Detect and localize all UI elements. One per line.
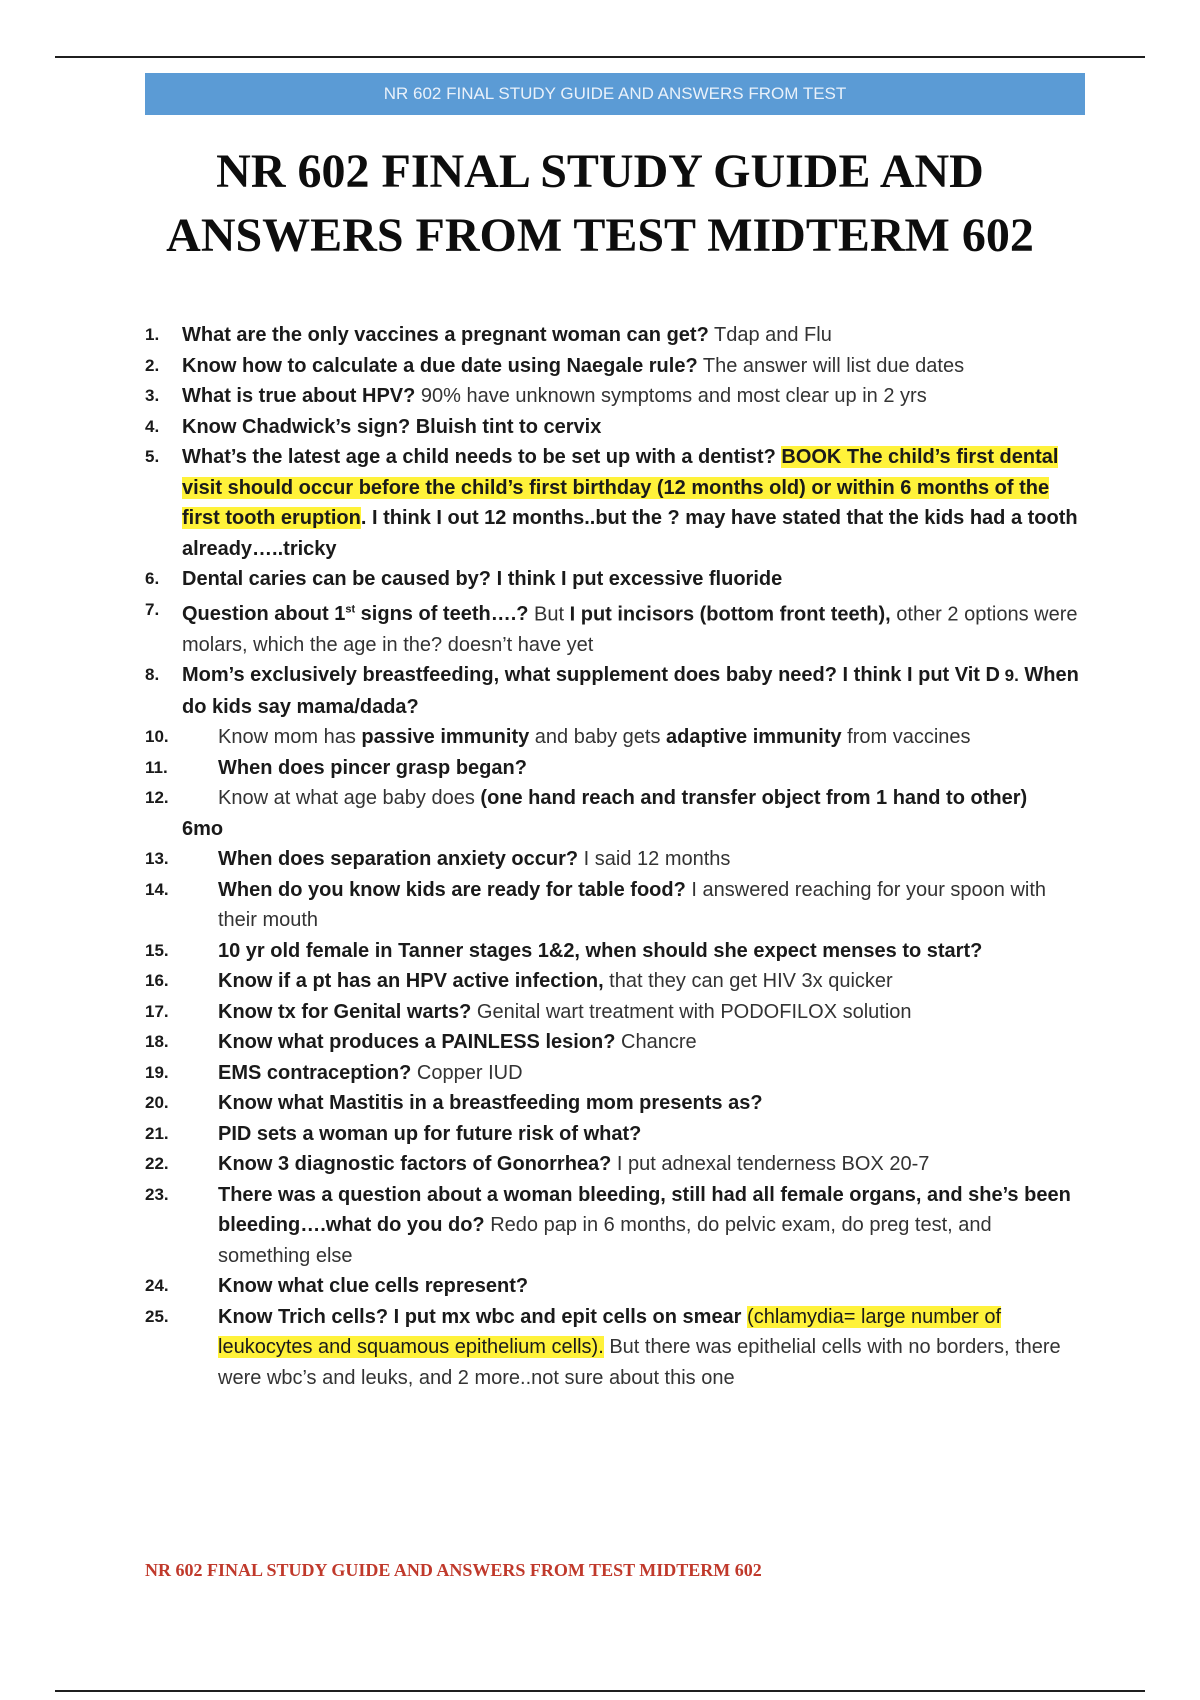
question-item bbox=[145, 1119, 1085, 1150]
question-item bbox=[145, 936, 1085, 967]
question-item bbox=[145, 783, 1085, 814]
question-item bbox=[145, 1180, 1085, 1272]
question-text: Know how to calculate a due date using Naegale rule? bbox=[182, 354, 698, 377]
answer-bold: (one hand reach and transfer object from 1 hand to other) bbox=[480, 787, 1028, 810]
answer-text: 90% have unknown symptoms and most clear up in 2 yrs bbox=[415, 385, 927, 407]
question-number: 14. bbox=[145, 879, 169, 899]
question-text: EMS contraception? bbox=[218, 1061, 412, 1084]
question-item bbox=[145, 1027, 1085, 1058]
question-number: 4. bbox=[145, 416, 160, 436]
question-text: When do you know kids are ready for table food? bbox=[218, 878, 686, 901]
question-item bbox=[145, 1271, 1085, 1302]
question-item bbox=[145, 1058, 1085, 1089]
document-title bbox=[100, 140, 1100, 268]
question-text: Know Trich cells? I put mx wbc and epit cells on smear bbox=[218, 1305, 748, 1328]
question-item bbox=[145, 1088, 1085, 1119]
answer-text: Genital wart treatment with PODOFILOX solution bbox=[471, 1000, 912, 1023]
answer-text: and baby gets bbox=[529, 726, 667, 749]
question-item bbox=[145, 1149, 1085, 1180]
question-number: 12. bbox=[145, 788, 169, 808]
question-text: There was a question about a woman bleeding, still had all female organs, and she’s been bleeding….what do you do? bbox=[218, 1183, 1071, 1237]
question-number: 23. bbox=[145, 1184, 169, 1204]
question-text: When does pincer grasp began? bbox=[218, 756, 527, 779]
question-text: What is true about HPV? bbox=[182, 385, 416, 407]
question-item bbox=[145, 412, 1085, 443]
answer-text: from vaccines bbox=[841, 726, 971, 749]
answer-text: other 2 options were molars, which the age in the? doesn’t have yet bbox=[182, 603, 1078, 656]
question-number: 17. bbox=[145, 1001, 169, 1021]
question-number: 25. bbox=[145, 1306, 169, 1326]
question-number: 15. bbox=[145, 940, 169, 960]
answer-text: that they can get HIV 3x quicker bbox=[603, 970, 893, 993]
question-number: 21. bbox=[145, 1123, 169, 1143]
question-item bbox=[145, 997, 1085, 1028]
question-text: What are the only vaccines a pregnant woman can get? bbox=[182, 324, 709, 346]
highlighted-answer: BOOK The child’s first dental visit should occur before the child’s first birthday (12 months old) or within 6 months of the first tooth eruption bbox=[182, 446, 1059, 529]
answer-text: But bbox=[528, 603, 570, 626]
question-number: 22. bbox=[145, 1154, 169, 1174]
question-number: 5. bbox=[145, 447, 160, 466]
answer-text: Know mom has bbox=[218, 726, 362, 749]
answer-text: Chancre bbox=[615, 1031, 697, 1054]
question-text: Know tx for Genital warts? bbox=[218, 1000, 472, 1023]
question-number: 1. bbox=[145, 325, 160, 344]
question-text: What’s the latest age a child needs to be set up with a dentist? bbox=[182, 446, 776, 468]
question-text-part: signs of teeth….? bbox=[355, 603, 529, 626]
question-number: 19. bbox=[145, 1062, 169, 1082]
question-text: Dental caries can be caused by? I think I put excessive fluoride bbox=[182, 568, 783, 590]
question-text: Know what Mastitis in a breastfeeding mom presents as? bbox=[218, 1092, 763, 1115]
answer-note: . I think I out 12 months..but the ? may have stated that the kids had a tooth already…..tricky bbox=[182, 507, 1078, 560]
question-text bbox=[182, 603, 528, 625]
question-number: 11. bbox=[145, 757, 168, 777]
header-band: NR 602 FINAL STUDY GUIDE AND ANSWERS FROM TEST bbox=[145, 73, 1085, 115]
question-text: When does separation anxiety occur? bbox=[218, 848, 579, 871]
question-item bbox=[145, 595, 1085, 661]
answer-text: I put adnexal tenderness BOX 20-7 bbox=[611, 1153, 930, 1176]
question-text-part: Question about 1 bbox=[182, 603, 346, 626]
question-number: 10. bbox=[145, 727, 169, 747]
question-number: 16. bbox=[145, 971, 169, 991]
question-text: Know what produces a PAINLESS lesion? bbox=[218, 1031, 616, 1054]
ordinal-superscript: st bbox=[345, 603, 356, 616]
question-number: 18. bbox=[145, 1032, 169, 1052]
bottom-rule bbox=[55, 1690, 1145, 1692]
question-text: 10 yr old female in Tanner stages 1&2, when should she expect menses to start? bbox=[218, 939, 983, 962]
question-item bbox=[145, 320, 1085, 351]
inline-question-number: 9. bbox=[999, 666, 1019, 686]
question-text: Know what clue cells represent? bbox=[218, 1275, 529, 1298]
answer-text: I said 12 months bbox=[578, 848, 731, 871]
question-item bbox=[145, 660, 1085, 722]
highlighted-answer: (chlamydia= large number of leukocytes and squamous epithelium cells). bbox=[218, 1305, 1002, 1359]
question-text: Know 3 diagnostic factors of Gonorrhea? bbox=[218, 1153, 612, 1176]
answer-text: But there was epithelial cells with no borders, there were wbc’s and leuks, and 2 more..not sure about this one bbox=[218, 1336, 1061, 1389]
question-text: When do kids say mama/dada? bbox=[182, 664, 1079, 718]
question-item bbox=[145, 875, 1085, 936]
answer-text: Copper IUD bbox=[411, 1061, 523, 1084]
question-item bbox=[145, 1302, 1085, 1394]
question-number: 3. bbox=[145, 386, 160, 405]
answer-text: Tdap and Flu bbox=[708, 324, 832, 346]
answer-text: Redo pap in 6 months, do pelvic exam, do preg test, and something else bbox=[218, 1214, 992, 1267]
question-item bbox=[145, 722, 1085, 753]
question-item bbox=[145, 351, 1085, 382]
question-number: 20. bbox=[145, 1093, 169, 1113]
question-item bbox=[145, 753, 1085, 784]
top-rule bbox=[55, 56, 1145, 58]
question-number: 24. bbox=[145, 1276, 169, 1296]
answer-bold: I put incisors (bottom front teeth), bbox=[569, 603, 891, 626]
question-number: 6. bbox=[145, 569, 160, 588]
question-number: 8. bbox=[145, 665, 160, 685]
standalone-answer: 6mo bbox=[182, 817, 224, 840]
question-item bbox=[145, 564, 1085, 595]
question-number: 13. bbox=[145, 849, 169, 869]
answer-text: I answered reaching for your spoon with their mouth bbox=[218, 878, 1047, 932]
answer-bold: adaptive immunity bbox=[666, 726, 842, 749]
answer-text: The answer will list due dates bbox=[697, 354, 965, 377]
question-number: 7. bbox=[145, 599, 160, 619]
question-item bbox=[145, 844, 1085, 875]
title-line-2: ANSWERS FROM TEST MIDTERM 602 bbox=[166, 209, 1034, 262]
footer-title: NR 602 FINAL STUDY GUIDE AND ANSWERS FROM TEST MIDTERM 602 bbox=[145, 1560, 762, 1580]
answer-text: Know at what age baby does bbox=[218, 787, 481, 810]
question-list bbox=[145, 320, 1085, 1393]
question-item bbox=[145, 381, 1085, 412]
question-text: Know Chadwick’s sign? Bluish tint to cervix bbox=[182, 415, 602, 438]
title-line-1: NR 602 FINAL STUDY GUIDE AND bbox=[216, 145, 984, 198]
question-item bbox=[145, 442, 1085, 564]
question-number: 2. bbox=[145, 355, 160, 375]
question-text: Mom’s exclusively breastfeeding, what supplement does baby need? I think I put Vit D bbox=[182, 664, 1000, 687]
answer-bold: passive immunity bbox=[361, 726, 530, 749]
question-text: PID sets a woman up for future risk of what? bbox=[218, 1122, 642, 1145]
question-text: Know if a pt has an HPV active infection, bbox=[218, 970, 604, 993]
question-item bbox=[145, 966, 1085, 997]
